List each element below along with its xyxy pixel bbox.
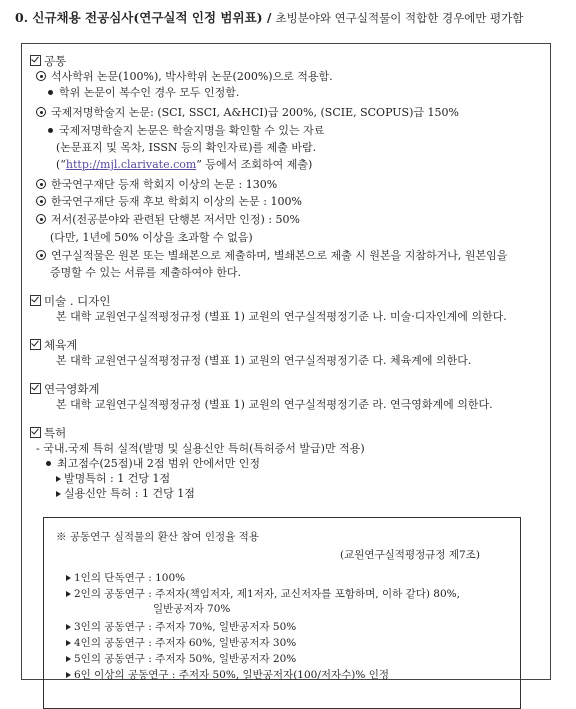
joint-item — [66, 668, 389, 682]
triangle-bullet-icon — [56, 491, 61, 497]
joint-title: ※ 공동연구 실적물의 환산 참여 인정율 적용 — [56, 531, 259, 543]
art-heading-label: 미술 . 디자인 — [44, 294, 111, 308]
common-item-text: 한국연구재단 등재 후보 학회지 이상의 논문 : 100% — [51, 195, 302, 208]
common-note-link-line — [56, 158, 312, 172]
common-note — [46, 124, 324, 138]
patent-item: - 국내.국제 특허 실적(발명 및 실용신안 특허(특허증서 발급)만 적용) — [36, 442, 365, 455]
film-text: 본 대학 교원연구실적평정규정 (별표 1) 교원의 연구실적평정기준 라. 연극영화계에 의한다. — [56, 398, 493, 411]
bullet-dot-icon — [46, 461, 51, 466]
checkbox-icon — [30, 295, 41, 306]
triangle-bullet-icon — [66, 656, 71, 662]
joint-item — [66, 571, 185, 585]
common-item-cont: 증명할 수 있는 서류를 제출하여야 한다. — [50, 266, 241, 279]
film-heading — [30, 382, 100, 396]
joint-item — [66, 652, 296, 666]
bullet-dot-icon — [48, 90, 53, 95]
common-item-text: 저서(전공분야와 관련된 단행본 저서만 인정) : 50% — [51, 213, 300, 226]
title-text: 0. 신규채용 전공심사(연구실적 인정 범위표) / — [15, 10, 272, 25]
checkbox-icon — [30, 383, 41, 394]
patent-heading — [30, 426, 66, 440]
joint-item — [66, 636, 296, 650]
triangle-bullet-icon — [56, 476, 61, 482]
film-heading-label: 연극영화계 — [44, 382, 100, 396]
joint-item-text: 1인의 단독연구 : 100% — [74, 572, 186, 584]
common-item — [36, 195, 302, 209]
bullet-dot-icon — [48, 128, 53, 133]
bullet-circle-icon — [36, 214, 46, 224]
link-suffix: ” 등에서 조회하여 제출) — [196, 158, 313, 171]
clarivate-link[interactable]: http://mjl.clarivate.com — [65, 158, 197, 171]
joint-item — [66, 587, 460, 601]
patent-sub-item — [56, 487, 195, 501]
common-item — [36, 106, 459, 120]
joint-reference: (교원연구실적평정규정 제7조) — [340, 549, 480, 561]
common-item — [36, 249, 507, 263]
patent-sub-text: 발명특허 : 1 건당 1점 — [64, 472, 171, 485]
joint-item-text: 5인의 공동연구 : 주저자 50%, 일반공저자 20% — [74, 653, 297, 665]
subtitle-text: 초빙분야와 연구실적물이 적합한 경우에만 평가함 — [275, 11, 524, 25]
bullet-circle-icon — [36, 250, 46, 260]
joint-item-text: 3인의 공동연구 : 주저자 70%, 일반공저자 50% — [74, 621, 297, 633]
common-heading — [30, 54, 66, 68]
pe-text: 본 대학 교원연구실적평정규정 (별표 1) 교원의 연구실적평정기준 다. 체육계에 의한다. — [56, 354, 472, 367]
checkbox-icon — [30, 427, 41, 438]
triangle-bullet-icon — [66, 575, 71, 581]
checkbox-icon — [30, 339, 41, 350]
triangle-bullet-icon — [66, 624, 71, 630]
art-heading — [30, 294, 111, 308]
joint-item-text: 2인의 공동연구 : 주저자(책임저자, 제1저자, 교신저자를 포함하며, 이하 같다) 80%, — [74, 588, 460, 600]
triangle-bullet-icon — [66, 640, 71, 646]
bullet-circle-icon — [36, 179, 46, 189]
joint-item — [66, 620, 296, 634]
patent-sub-item — [56, 472, 170, 486]
bullet-circle-icon — [36, 196, 46, 206]
common-note-cont: (논문표지 및 목차, ISSN 등의 확인자료)를 제출 바람. — [56, 141, 317, 154]
page-title — [15, 9, 565, 27]
criteria-box — [21, 43, 551, 680]
common-item-text: 석사학위 논문(100%), 박사학위 논문(200%)으로 적용함. — [51, 70, 333, 83]
common-note — [46, 86, 239, 100]
common-heading-label: 공통 — [44, 54, 67, 68]
common-item-text: 국제저명학술지 논문: (SCI, SSCI, A&HCI)급 200%, (SCIE, SCOPUS)급 150% — [51, 106, 459, 119]
common-item — [36, 70, 333, 84]
common-item — [36, 213, 300, 227]
art-text: 본 대학 교원연구실적평정규정 (별표 1) 교원의 연구실적평정기준 나. 미술·디자인계에 의한다. — [56, 310, 507, 323]
triangle-bullet-icon — [66, 591, 71, 597]
triangle-bullet-icon — [66, 672, 71, 678]
common-item-cont: (다만, 1년에 50% 이상을 초과할 수 없음) — [50, 231, 253, 244]
joint-item-cont: 일반공저자 70% — [153, 603, 231, 615]
pe-heading — [30, 338, 77, 352]
common-item — [36, 178, 277, 192]
patent-sub-text: 실용신안 특허 : 1 건당 1점 — [64, 487, 195, 500]
joint-item-text: 6인 이상의 공동연구 : 주저자 50%, 일반공저자(100/저자수)% 인정 — [74, 669, 390, 681]
patent-note-text: 최고점수(25점)내 2점 범위 안에서만 인정 — [57, 457, 260, 470]
joint-item-text: 4인의 공동연구 : 주저자 60%, 일반공저자 30% — [74, 637, 297, 649]
common-note-text: 국제저명학술지 논문은 학술지명을 확인할 수 있는 자료 — [59, 124, 325, 137]
bullet-circle-icon — [36, 107, 46, 117]
joint-research-box — [43, 517, 521, 709]
bullet-circle-icon — [36, 71, 46, 81]
pe-heading-label: 체육계 — [44, 338, 78, 352]
common-item-text: 연구실적물은 원본 또는 별쇄본으로 제출하며, 별쇄본으로 제출 시 원본을 지참하거나, 원본임을 — [51, 249, 508, 262]
patent-note — [44, 457, 260, 471]
patent-heading-label: 특허 — [44, 426, 67, 440]
common-item-text: 한국연구재단 등재 학회지 이상의 논문 : 130% — [51, 178, 278, 191]
link-prefix: (“ — [56, 158, 66, 171]
common-note-text: 학위 논문이 복수인 경우 모두 인정함. — [59, 86, 240, 99]
checkbox-icon — [30, 55, 41, 66]
